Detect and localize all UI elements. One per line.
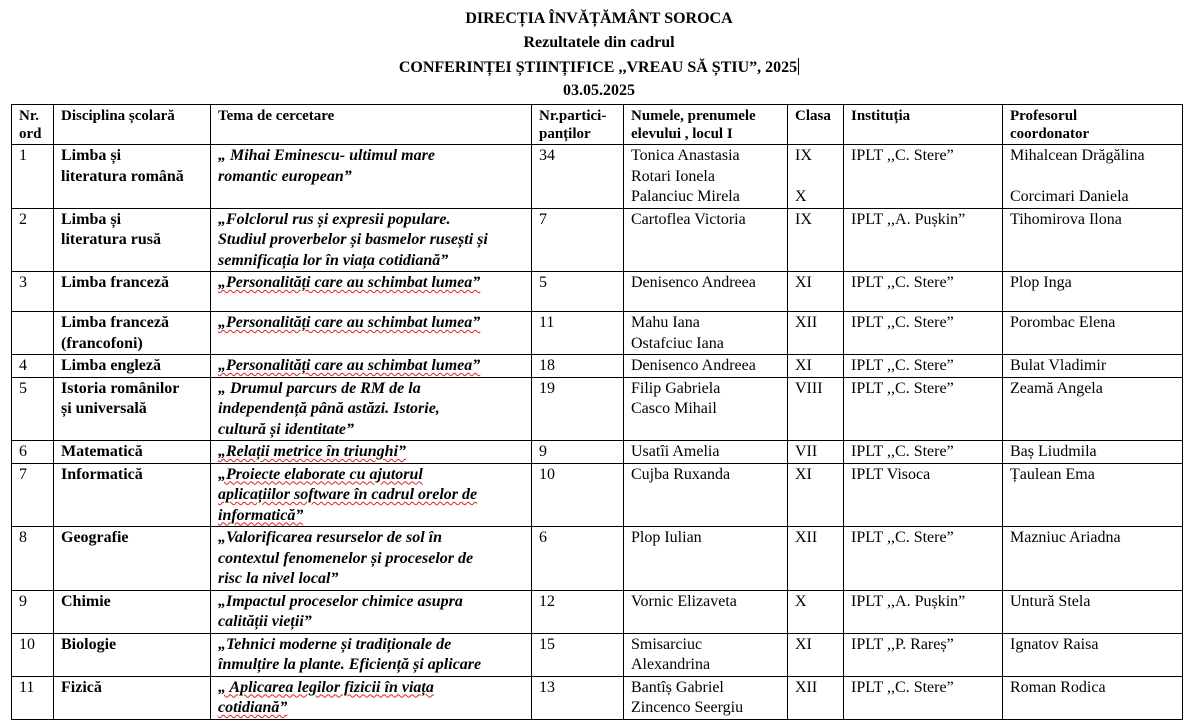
row-theme: „Tehnici moderne și tradiționale de înmulțire la plante. Eficiență și aplicare [211, 633, 532, 676]
row-nr: 7 [12, 463, 54, 527]
row-theme: „Relații metrice în triunghi” [211, 441, 532, 464]
row-institution: IPLT ,,C. Stere” [844, 377, 1003, 441]
row-count: 6 [532, 527, 624, 591]
header-discipline: Disciplina școlară [54, 105, 211, 145]
row-names: Vornic Elizaveta [624, 590, 788, 633]
row-institution: IPLT ,,C. Stere” [844, 441, 1003, 464]
row-theme: „ Aplicarea legilor fizicii în viața cotidiană” [211, 676, 532, 719]
row-count: 5 [532, 272, 624, 312]
row-teacher: Untură Stela [1003, 590, 1183, 633]
row-nr: 11 [12, 676, 54, 719]
conference-title-text: CONFERINȚEI ȘTIINȚIFICE ,,VREAU SĂ ȘTIU”, 2025 [398, 59, 798, 76]
row-nr: 2 [12, 208, 54, 272]
row-theme: „Impactul proceselor chimice asupra calității vieții” [211, 590, 532, 633]
row-discipline: Geografie [54, 527, 211, 591]
row-grade: VIII [788, 377, 844, 441]
row-institution: IPLT ,,C. Stere” [844, 527, 1003, 591]
row-discipline: Istoria românilor și universală [54, 377, 211, 441]
row-count: 13 [532, 676, 624, 719]
row-institution: IPLT ,,P. Rareș” [844, 633, 1003, 676]
row-discipline: Biologie [54, 633, 211, 676]
row-discipline: Fizică [54, 676, 211, 719]
row-institution: IPLT ,,A. Pușkin” [844, 208, 1003, 272]
row-names: Plop Iulian [624, 527, 788, 591]
row-theme: „Proiecte elaborate cu ajutorul aplicațiilor software în cadrul orelor de informatică” [211, 463, 532, 527]
row-discipline: Limba franceză (francofoni) [54, 312, 211, 355]
row-theme: „ Mihai Eminescu- ultimul mare romantic european” [211, 145, 532, 209]
text-cursor [798, 58, 799, 75]
row-discipline: Limba și literatura română [54, 145, 211, 209]
row-count: 7 [532, 208, 624, 272]
row-grade: IX X [788, 145, 844, 209]
row-teacher: Zeamă Angela [1003, 377, 1183, 441]
header-nr: Nr. ord [12, 105, 54, 145]
row-theme: „Valorificarea resurselor de sol în contextul fenomenelor și proceselor de risc la nivel local” [211, 527, 532, 591]
row-teacher: Mihalcean Drăgălina Corcimari Daniela [1003, 145, 1183, 209]
row-grade: XI [788, 463, 844, 527]
table-header-row [12, 105, 1183, 145]
row-nr: 5 [12, 377, 54, 441]
row-names: Smisarciuc Alexandrina [624, 633, 788, 676]
row-count: 34 [532, 145, 624, 209]
row-nr: 10 [12, 633, 54, 676]
row-institution: IPLT ,,C. Stere” [844, 145, 1003, 209]
table-row [12, 441, 1183, 464]
row-teacher: Tihomirova Ilona [1003, 208, 1183, 272]
row-institution: IPLT ,,C. Stere” [844, 676, 1003, 719]
row-names: Denisenco Andreea [624, 355, 788, 378]
row-count: 12 [532, 590, 624, 633]
row-institution: IPLT ,,A. Pușkin” [844, 590, 1003, 633]
row-discipline: Limba și literatura rusă [54, 208, 211, 272]
row-count: 9 [532, 441, 624, 464]
row-names: Mahu Iana Ostafciuc Iana [624, 312, 788, 355]
row-teacher: Porombac Elena [1003, 312, 1183, 355]
row-teacher: Bulat Vladimir [1003, 355, 1183, 378]
table-row [12, 272, 1183, 312]
row-nr [12, 312, 54, 355]
row-grade: XII [788, 527, 844, 591]
row-theme: „Personalități care au schimbat lumea” [211, 312, 532, 355]
table-row [12, 312, 1183, 355]
row-teacher: Ignatov Raisa [1003, 633, 1183, 676]
row-institution: IPLT ,,C. Stere” [844, 312, 1003, 355]
row-institution: IPLT ,,C. Stere” [844, 272, 1003, 312]
row-names: Filip Gabriela Casco Mihail [624, 377, 788, 441]
row-theme: „Personalități care au schimbat lumea” [211, 355, 532, 378]
header-theme: Tema de cercetare [211, 105, 532, 145]
table-row [12, 463, 1183, 527]
table-row [12, 633, 1183, 676]
row-nr: 8 [12, 527, 54, 591]
table-row [12, 355, 1183, 378]
table-row [12, 377, 1183, 441]
row-grade: XII [788, 676, 844, 719]
row-nr: 4 [12, 355, 54, 378]
header-grade: Clasa [788, 105, 844, 145]
row-nr: 9 [12, 590, 54, 633]
row-discipline: Limba engleză [54, 355, 211, 378]
row-grade: XII [788, 312, 844, 355]
row-grade: XI [788, 355, 844, 378]
row-theme: „ Drumul parcurs de RM de la independență până astăzi. Istorie, cultură și identitate” [211, 377, 532, 441]
document-title: DIRECȚIA ÎNVĂȚĂMÂNT SOROCA [465, 10, 733, 27]
row-teacher: Țaulean Ema [1003, 463, 1183, 527]
row-count: 18 [532, 355, 624, 378]
table-row [12, 676, 1183, 719]
row-teacher: Plop Inga [1003, 272, 1183, 312]
header-institution: Instituția [844, 105, 1003, 145]
row-count: 10 [532, 463, 624, 527]
row-teacher: Roman Rodica [1003, 676, 1183, 719]
row-count: 15 [532, 633, 624, 676]
row-teacher: Baș Liudmila [1003, 441, 1183, 464]
row-grade: IX [788, 208, 844, 272]
row-names: Bantîș Gabriel Zincenco Seergiu [624, 676, 788, 719]
row-discipline: Limba franceză [54, 272, 211, 312]
table-row [12, 527, 1183, 591]
header-teacher: Profesorul coordonator [1003, 105, 1183, 145]
row-theme: „Folclorul rus și expresii populare. Studiul proverbelor și basmelor rusești și semnificația lor în viața cotidiană” [211, 208, 532, 272]
row-grade: VII [788, 441, 844, 464]
row-institution: IPLT ,,C. Stere” [844, 355, 1003, 378]
document-date: 03.05.2025 [563, 82, 635, 99]
row-names: Tonica Anastasia Rotari Ionela Palanciuc Mirela [624, 145, 788, 209]
row-discipline: Informatică [54, 463, 211, 527]
header-names: Numele, prenumele elevului , locul I [624, 105, 788, 145]
row-names: Denisenco Andreea [624, 272, 788, 312]
row-discipline: Matematică [54, 441, 211, 464]
row-grade: XI [788, 272, 844, 312]
conference-title[interactable] [0, 58, 1198, 77]
row-nr: 3 [12, 272, 54, 312]
row-institution: IPLT Visoca [844, 463, 1003, 527]
row-theme: „Personalități care au schimbat lumea” [211, 272, 532, 312]
row-count: 19 [532, 377, 624, 441]
header-count: Nr.partici- panților [532, 105, 624, 145]
row-nr: 6 [12, 441, 54, 464]
table-row [12, 590, 1183, 633]
table-row [12, 145, 1183, 209]
row-teacher: Mazniuc Ariadna [1003, 527, 1183, 591]
results-table [11, 104, 1183, 720]
document-subtitle: Rezultatele din cadrul [523, 34, 675, 51]
table-row [12, 208, 1183, 272]
row-discipline: Chimie [54, 590, 211, 633]
row-names: Usatîi Amelia [624, 441, 788, 464]
row-grade: X [788, 590, 844, 633]
row-names: Cartoflea Victoria [624, 208, 788, 272]
row-grade: XI [788, 633, 844, 676]
row-count: 11 [532, 312, 624, 355]
row-names: Cujba Ruxanda [624, 463, 788, 527]
row-nr: 1 [12, 145, 54, 209]
